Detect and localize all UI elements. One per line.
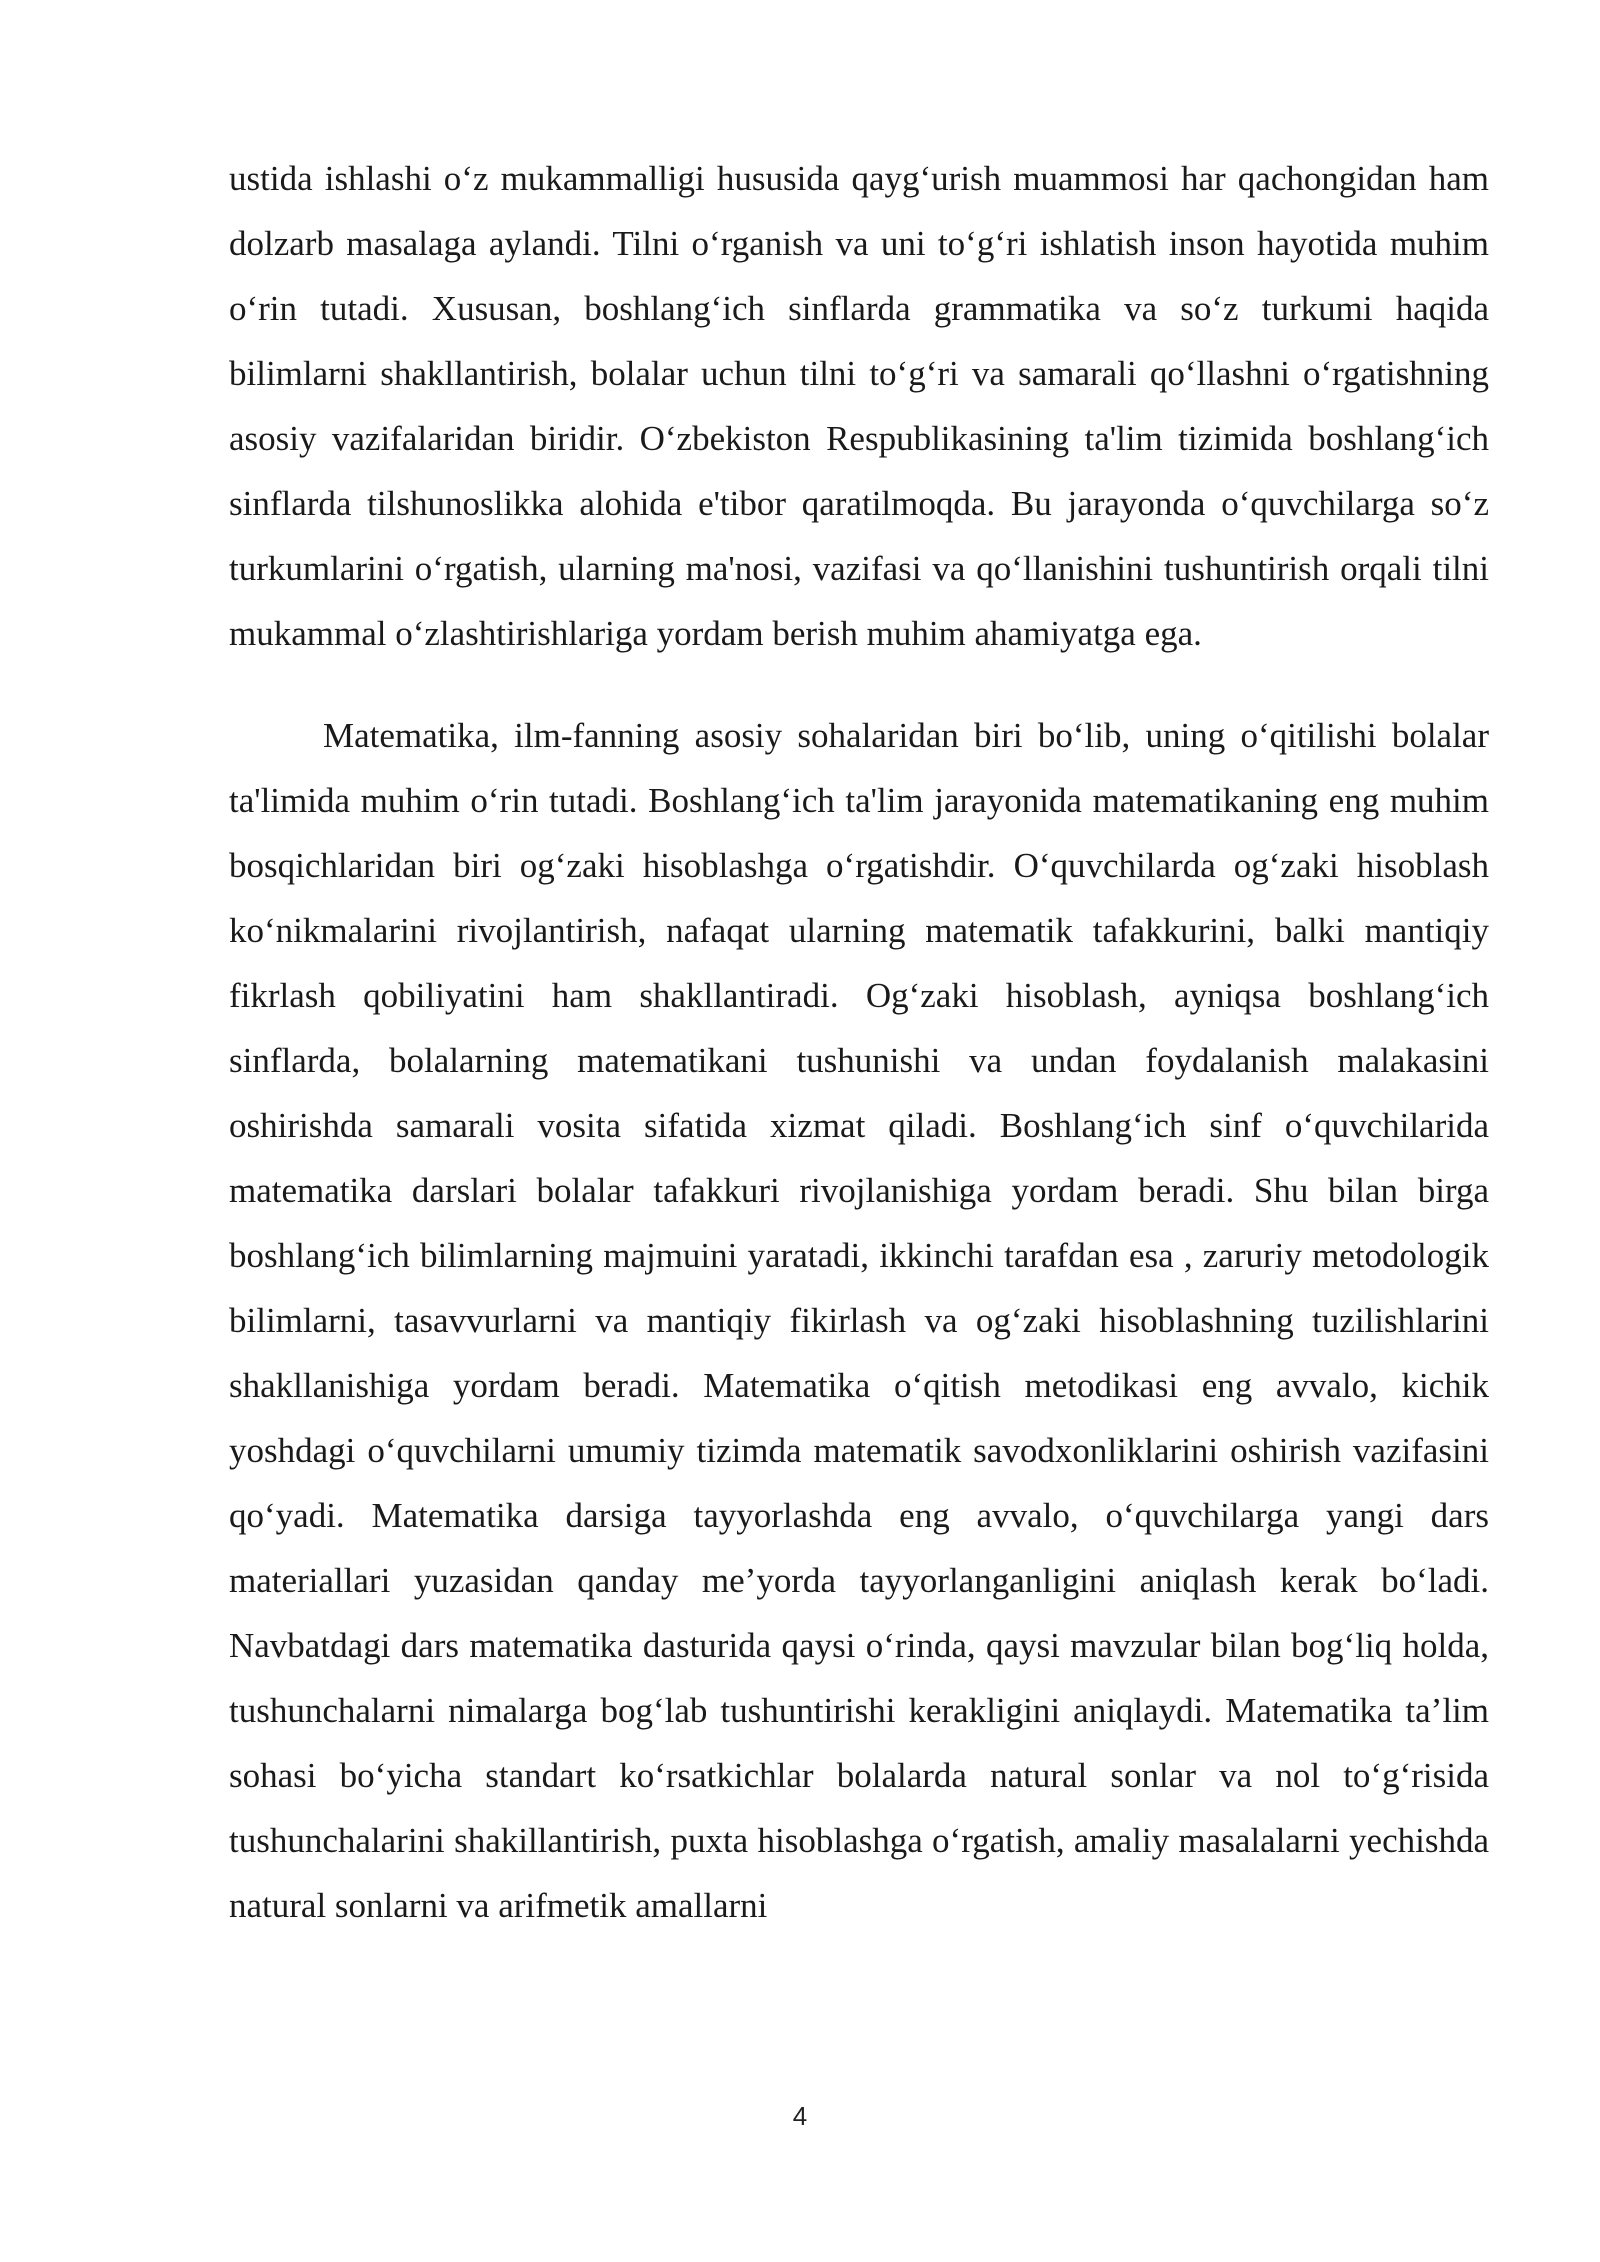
- paragraph-continuation: ustida ishlashi o‘z mukammalligi hususida qayg‘urish muammosi har qachongidan ham dolzarb masalaga aylandi. Tilni o‘rganish va uni to‘g‘ri ishlatish inson hayotida muhim o‘rin tutadi. Xususan, boshlang‘ich sinflarda grammatika va so‘z turkumi haqida bilimlarni shakllantirish, bolalar uchun tilni to‘g‘ri va samarali qo‘llashni o‘rgatishning asosiy vazifalaridan biridir. O‘zbekiston Respublikasining ta'lim tizimida boshlang‘ich sinflarda tilshunoslikka alohida e'tibor qaratilmoqda. Bu jarayonda o‘quvchilarga so‘z turkumlarini o‘rgatish, ularning ma'nosi, vazifasi va qo‘llanishini tushuntirish orqali tilni mukammal o‘zlashtirishlariga yordam berish muhim ahamiyatga ega.: [229, 159, 1489, 653]
- paragraph-mathematics: Matematika, ilm-fanning asosiy sohalaridan biri bo‘lib, uning o‘qitilishi bolalar ta'limida muhim o‘rin tutadi. Boshlang‘ich ta'lim jarayonida matematikaning eng muhim bosqichlaridan biri og‘zaki hisoblashga o‘rgatishdir. O‘quvchilarda og‘zaki hisoblash ko‘nikmalarini rivojlantirish, nafaqat ularning matematik tafakkurini, balki mantiqiy fikrlash qobiliyatini ham shakllantiradi. Og‘zaki hisoblash, ayniqsa boshlang‘ich sinflarda, bolalarning matematikani tushunishi va undan foydalanish malakasini oshirishda samarali vosita sifatida xizmat qiladi. Boshlang‘ich sinf o‘quvchilarida matematika darslari bolalar tafakkuri rivojlanishiga yordam beradi. Shu bilan birga boshlang‘ich bilimlarning majmuini yaratadi, ikkinchi tarafdan esa , zaruriy metodologik bilimlarni, tasavvurlarni va mantiqiy fikirlash va og‘zaki hisoblashning tuzilishlarini shakllanishiga yordam beradi. Matematika o‘qitish metodikasi eng avvalo, kichik yoshdagi o‘quvchilarni umumiy tizimda matematik savodxonliklarini oshirish vazifasini qo‘yadi. Matematika darsiga tayyorlashda eng avvalo, o‘quvchilarga yangi dars materiallari yuzasidan qanday me’yorda tayyorlanganligini aniqlash kerak bo‘ladi. Navbatdagi dars matematika dasturida qaysi o‘rinda, qaysi mavzular bilan bog‘liq holda, tushunchalarni nimalarga bog‘lab tushuntirishi kerakligini aniqlaydi. Matematika ta’lim sohasi bo‘yicha standart ko‘rsatkichlar bolalarda natural sonlar va nol to‘g‘risida tushunchalarini shakillantirish, puxta hisoblashga o‘rgatish, amaliy masalalarni yechishda natural sonlarni va arifmetik amallarni: [229, 716, 1489, 1925]
- page-body: [229, 146, 1489, 1938]
- page-number: 4: [792, 2101, 808, 2131]
